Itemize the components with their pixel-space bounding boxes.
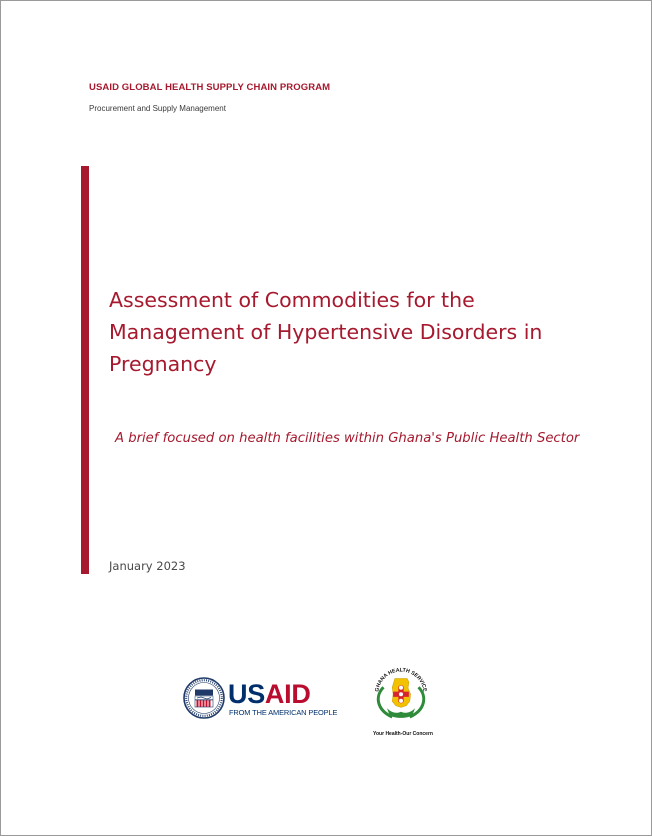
ghana-health-service-logo — [361, 661, 441, 741]
usaid-tagline: FROM THE AMERICAN PEOPLE — [229, 708, 338, 717]
accent-bar — [81, 166, 89, 574]
usaid-wordmark-us: US — [228, 679, 265, 709]
document-date: January 2023 — [109, 559, 186, 573]
program-name: USAID GLOBAL HEALTH SUPPLY CHAIN PROGRAM — [89, 82, 331, 93]
svg-text:GHANA HEALTH SERVICE: GHANA HEALTH SERVICE — [374, 667, 428, 693]
document-subtitle: A brief focused on health facilities within Ghana's Public Health Sector — [115, 431, 580, 446]
usaid-seal-icon — [183, 677, 225, 719]
program-unit: Procurement and Supply Management — [89, 104, 226, 113]
usaid-wordmark-aid: AID — [264, 679, 311, 709]
usaid-wordmark — [228, 679, 311, 709]
ghs-emblem-icon — [361, 661, 441, 731]
ghs-caption: Your Health-Our Concern — [373, 731, 433, 737]
usaid-logo — [183, 677, 338, 723]
document-title: Assessment of Commodities for the Management of Hypertensive Disorders in Pregnancy — [109, 288, 543, 376]
